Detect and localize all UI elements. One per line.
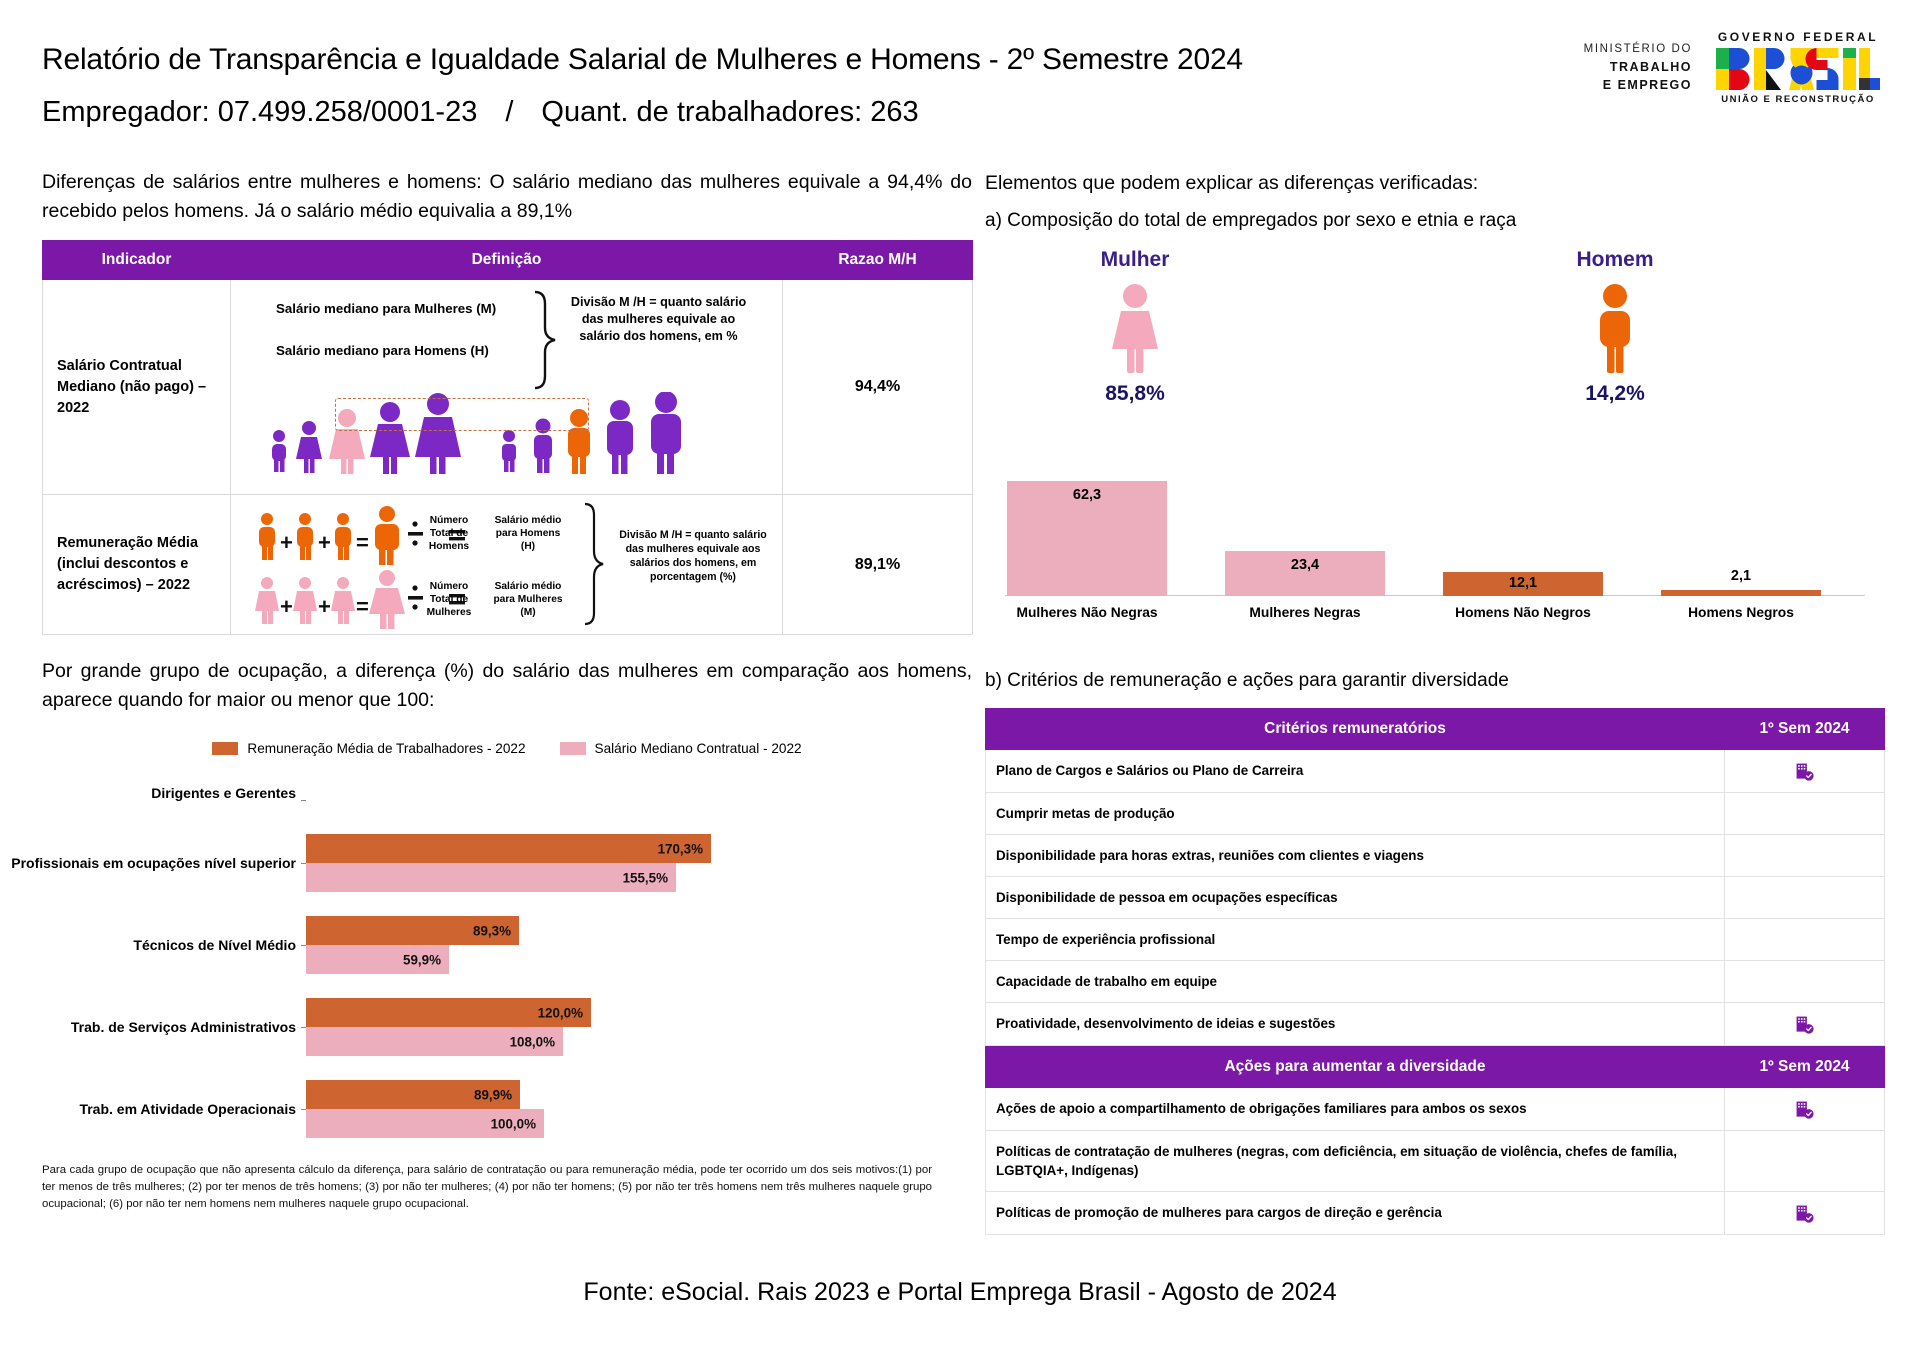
occupation-chart-legend [42, 741, 972, 756]
definition-average-inner [231, 496, 782, 634]
bar-value-label: 62,3 [1072, 487, 1102, 503]
bar-category-label: Técnicos de Nível Médio [133, 937, 296, 953]
svg-text:+: + [318, 529, 331, 555]
checked-building-icon [1795, 1204, 1814, 1223]
svg-text:+: + [318, 593, 331, 619]
government-logo [1714, 30, 1882, 105]
ethnicity-composition-chart [985, 462, 1865, 622]
page-header [0, 0, 1920, 140]
indicator-name-median: Salário Contratual Mediano (não pago) – 2022 [43, 280, 231, 495]
bar-value-label: 108,0% [509, 1034, 555, 1049]
criteria-status [1725, 918, 1885, 960]
diversity-col-title: Ações para aumentar a diversidade [986, 1046, 1725, 1087]
criteria-label: Capacidade de trabalho em equipe [986, 960, 1725, 1002]
table-row [986, 960, 1885, 1002]
bar-value-label: 120,0% [537, 1005, 583, 1020]
bar-remuneracao [306, 998, 591, 1027]
table-row [43, 495, 973, 635]
employer-separator: / [505, 96, 514, 128]
criteria-label: Disponibilidade para horas extras, reuniões com clientes e viagens [986, 834, 1725, 876]
explanatory-elements-heading: Elementos que podem explicar as diferenças verificadas: [985, 172, 1479, 194]
criteria-label: Tempo de experiência profissional [986, 918, 1725, 960]
diversity-table-header-row [986, 1046, 1885, 1087]
definition-median-inner [231, 280, 782, 494]
diversity-label: Políticas de contratação de mulheres (negras, com deficiência, em situação de violência, chefes de família, LGBTQIA+, Indígenas) [986, 1130, 1725, 1191]
criteria-status [1725, 960, 1885, 1002]
man-percentage: 14,2% [1585, 382, 1645, 405]
bar-value-label: 23,4 [1290, 557, 1320, 573]
men-result-label: Salário médio para Homens (H) [494, 514, 562, 552]
criteria-status [1725, 750, 1885, 793]
legend-item [560, 741, 802, 756]
bar-category-label: Homens Não Negros [1455, 605, 1591, 620]
criteria-col-period: 1º Sem 2024 [1725, 709, 1885, 750]
man-figure-icon [1583, 282, 1647, 374]
diversity-col-period: 1º Sem 2024 [1725, 1046, 1885, 1087]
bar-category-label: Dirigentes e Gerentes [151, 785, 296, 801]
bar-mediano [306, 863, 676, 892]
criteria-label: Cumprir metas de produção [986, 792, 1725, 834]
table-row [986, 750, 1885, 793]
table-row [43, 280, 973, 495]
bar-group [11, 834, 922, 892]
source-footer: Fonte: eSocial. Rais 2023 e Portal Emprega Brasil - Agosto de 2024 [583, 1278, 1337, 1306]
indicator-name-average: Remuneração Média (inclui descontos e acréscimos) – 2022 [43, 495, 231, 635]
diversity-label: Políticas de promoção de mulheres para cargos de direção e gerência [986, 1191, 1725, 1234]
left-column [11, 168, 972, 1213]
bar-mediano [306, 945, 449, 974]
bar-pair [306, 1080, 544, 1138]
legend-label: Salário Mediano Contratual - 2022 [594, 741, 802, 756]
bar-group [42, 916, 922, 974]
bar-mulheres-nao-negras [1007, 481, 1167, 596]
bar-category-label: Trab. em Atividade Operacionais [79, 1101, 296, 1117]
definition-average [231, 495, 783, 635]
legend-swatch-remuneracao [212, 742, 238, 755]
criteria-status [1725, 876, 1885, 918]
bar-category-label: Homens Negros [1688, 605, 1794, 620]
median-women-label: Salário mediano para Mulheres (M) [276, 301, 497, 316]
checked-building-icon [1795, 1100, 1814, 1119]
diversity-status [1725, 1191, 1885, 1234]
median-pictogram [257, 392, 757, 474]
col-indicador: Indicador [43, 241, 231, 280]
bar-column [1661, 568, 1821, 620]
criteria-label: Plano de Cargos e Salários ou Plano de Carreira [986, 750, 1725, 793]
bar-column [1443, 572, 1603, 620]
bar-pair [306, 834, 711, 892]
checked-building-icon [1795, 762, 1814, 781]
ratio-median: 94,4% [783, 280, 973, 495]
indicator-table [42, 240, 973, 635]
woman-label: Mulher [1100, 248, 1170, 271]
legend-label: Remuneração Média de Trabalhadores - 2022 [247, 741, 526, 756]
bar-value-label: 2,1 [1730, 568, 1752, 584]
median-men-label: Salário mediano para Homens (H) [276, 343, 489, 358]
table-row [986, 918, 1885, 960]
ministry-line-3: E EMPREGO [1602, 77, 1692, 92]
table-row [986, 1191, 1885, 1234]
criteria-table-header-row [986, 709, 1885, 750]
women-result-label: Salário médio para Mulheres (M) [493, 580, 563, 618]
table-row [986, 792, 1885, 834]
women-denominator-label: Número Total de Mulheres [426, 580, 472, 618]
highlight-dashed-box [335, 398, 589, 431]
table-row [986, 876, 1885, 918]
criteria-label: Proatividade, desenvolvimento de ideias e sugestões [986, 1002, 1725, 1045]
bar-category-label: Profissionais em ocupações nível superior [11, 855, 296, 871]
svg-text:=: = [356, 593, 369, 619]
col-razao: Razao M/H [783, 241, 973, 280]
right-column [985, 168, 1885, 1235]
occupation-gap-lead: Por grande grupo de ocupação, a diferença (%) do salário das mulheres em comparação aos homens, aparece quando for maior ou menor que 100: [42, 660, 972, 711]
criteria-status [1725, 834, 1885, 876]
bar-pair [306, 998, 591, 1056]
table-row [986, 1002, 1885, 1045]
section-b-heading: b) Critérios de remuneração e ações para garantir diversidade [985, 670, 1509, 691]
svg-text:+: + [280, 529, 293, 555]
bar-remuneracao [306, 916, 519, 945]
bar-value-label: 59,9% [403, 952, 441, 967]
salary-difference-lead: Diferenças de salários entre mulheres e homens: O salário mediano das mulheres equivale a 94,4% do recebido pelos homens. Já o salário médio equivalia a 89,1% [42, 171, 972, 222]
col-definicao: Definição [231, 241, 783, 280]
checked-building-icon [1795, 1015, 1814, 1034]
bar-homens-nao-negros [1443, 572, 1603, 596]
page-title: Relatório de Transparência e Igualdade Salarial de Mulheres e Homens - 2º Semestre 2024 [42, 43, 1243, 76]
average-formula-note: Divisão M /H = quanto salário das mulheres equivale aos salários dos homens, em porcentagem (%) [619, 528, 767, 583]
bar-column [1007, 481, 1167, 620]
gov-slogan: UNIÃO E RECONSTRUÇÃO [1721, 94, 1875, 105]
employer-cnpj: Empregador: 07.499.258/0001-23 [42, 96, 478, 128]
men-denominator-label: Número Total de Homens [428, 514, 470, 552]
criteria-table [985, 708, 1885, 1046]
ministry-logo [1584, 41, 1692, 94]
bar-mediano [306, 1027, 563, 1056]
bar-group [42, 1080, 922, 1138]
median-formula-note: Divisão M /H = quanto salário das mulheres equivale ao salário dos homens, em % [570, 295, 747, 343]
table-row [986, 1130, 1885, 1191]
man-label: Homem [1576, 248, 1654, 271]
svg-text:=: = [356, 529, 369, 555]
bar-remuneracao [306, 1080, 520, 1109]
svg-text:+: + [280, 593, 293, 619]
gender-block-man [1495, 248, 1735, 406]
gender-block-woman [1015, 248, 1255, 406]
ministry-line-1: MINISTÉRIO DO [1583, 43, 1692, 56]
bar-remuneracao [306, 834, 711, 863]
bar-category-label: Mulheres Não Negras [1016, 605, 1158, 620]
bar-mulheres-negras [1225, 551, 1385, 596]
table-row [986, 1087, 1885, 1130]
bar-value-label: 12,1 [1508, 575, 1538, 591]
ministry-line-2: TRABALHO [1609, 59, 1692, 74]
employer-info [42, 90, 1243, 134]
brace-icon [581, 502, 607, 628]
diversity-status [1725, 1130, 1885, 1191]
brand-lockup [1584, 30, 1882, 105]
legend-item [212, 741, 525, 756]
bar-column [1225, 551, 1385, 620]
brasil-wordmark-icon [1714, 47, 1882, 91]
gov-federal-label: GOVERNO FEDERAL [1717, 30, 1879, 44]
ratio-average: 89,1% [783, 495, 973, 635]
occupation-gap-chart [11, 778, 922, 1138]
bar-mediano [306, 1109, 544, 1138]
occupation-chart-footnote: Para cada grupo de ocupação que não apresenta cálculo da diferença, para salário de contratação ou para remuneração média, pode ter ocorrido um dos seis motivos:(1) por ter menos de três mulheres; (2) por ter menos de três homens; (3) por não ter mulheres; (4) por não ter homens; (5) por não ter três homens nem três mulheres naquele grupo ocupacional; (6) por não ter nem homens nem mulheres naquele grupo ocupacional. [42, 1164, 932, 1210]
diversity-label: Ações de apoio a compartilhamento de obrigações familiares para ambos os sexos [986, 1087, 1725, 1130]
gender-composition [985, 248, 1885, 448]
brace-icon [531, 290, 559, 390]
bar-pair [306, 916, 519, 974]
criteria-label: Disponibilidade de pessoa em ocupações específicas [986, 876, 1725, 918]
bar-value-label: 170,3% [657, 841, 703, 856]
bar-value-label: 89,9% [474, 1087, 512, 1102]
bar-value-label: 155,5% [622, 870, 668, 885]
woman-percentage: 85,8% [1105, 382, 1165, 405]
criteria-status [1725, 1002, 1885, 1045]
section-a-heading: a) Composição do total de empregados por sexo e etnia e raça [985, 210, 1517, 231]
diversity-status [1725, 1087, 1885, 1130]
worker-count: Quant. de trabalhadores: 263 [541, 96, 919, 128]
indicator-table-header-row [43, 241, 973, 280]
bar-group [42, 778, 922, 808]
bar-homens-negros [1661, 568, 1821, 596]
criteria-status [1725, 792, 1885, 834]
woman-figure-icon [1103, 282, 1167, 374]
bar-category-label: Trab. de Serviços Administrativos [70, 1019, 296, 1035]
bar-group [42, 998, 922, 1056]
bar-category-label: Mulheres Negras [1249, 605, 1361, 620]
definition-median [231, 280, 783, 495]
bar-value-label: 100,0% [490, 1116, 536, 1131]
title-block [42, 38, 1243, 134]
diversity-table [985, 1046, 1885, 1235]
criteria-col-title: Critérios remuneratórios [986, 709, 1725, 750]
table-row [986, 834, 1885, 876]
bar-value-label: 89,3% [473, 923, 511, 938]
legend-swatch-mediano [560, 742, 586, 755]
